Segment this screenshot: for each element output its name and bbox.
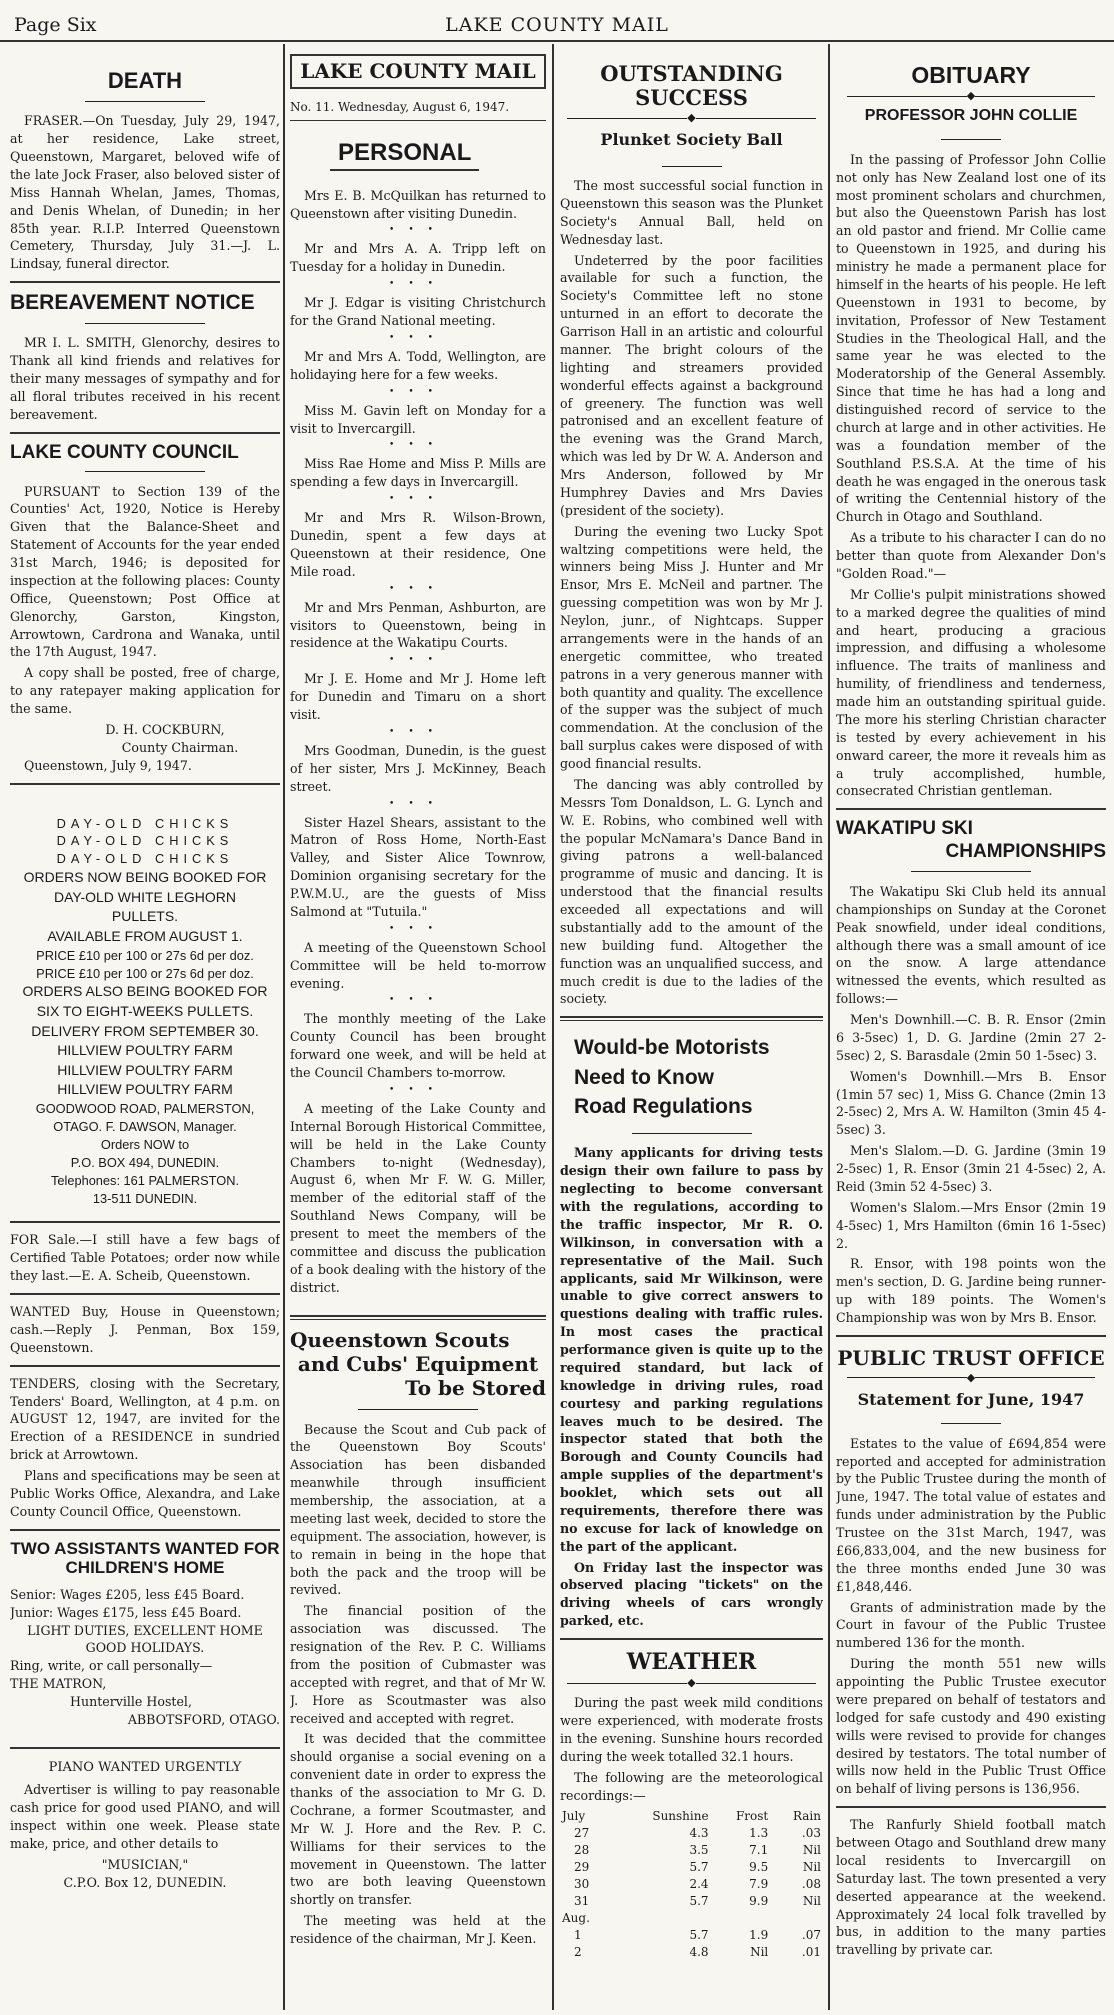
- personal-item: A meeting of the Queenstown School Committee will be held to-morrow evening.: [290, 939, 546, 991]
- obituary-heading: OBITUARY: [911, 62, 1031, 88]
- column-1: DEATH FRASER.—On Tuesday, July 29, 1947, at her residence, Lake street, Queenstown, Margaret, beloved wife of the late Jock Fraser, also beloved sister of Miss Hannah Whelan, James, Thomas, and Denis Whelan, of Dunedin; in her 85th year. R.I.P. Interred Queenstown Cemetery, Thursday, July 31.—J. L. Lindsay, funeral director. BEREAVEMENT NOTICE MR I. L. SMITH, Glenorchy, desires to Thank all kind friends and relatives for their many messages of sympathy and for all floral tributes received in his recent bereavement. LAKE COUNTY COUNCIL PURSUANT to Section 139 of the Counties' Act, 1920, Notice is Hereby Given that the Balance-Sheet and Statement of Accounts for the year ended 31st March, 1946; is deposited for inspection at the following places: County Office, Queenstown; Post Office at Glenorchy, Garston, Kingston, Arrowtown, Cardrona and Wanaka, until the 17th August, 1947. A copy shall be posted, free of charge, to any ratepayer making application for the same. D. H. COCKBURN, County Chairman. Queenstown, July 9, 1947. DAY-OLD CHICKS DAY-OLD CHICKS DAY-OLD CHICKS ORDERS NOW BEING BOOKED FOR DAY-OLD WHITE LEGHORN PULLETS. AVAILABLE FROM AUGUST 1. PRICE £10 per 100 or 27s 6d per doz. PRICE £10 per 100 or 27s 6d per doz. ORDERS ALSO BEING BOOKED FOR SIX TO EIGHT-WEEKS PULLETS. DELIVERY FROM SEPTEMBER 30. HILLVIEW POULTRY FARM HILLVIEW POULTRY FARM HILLVIEW POULTRY FARM GOODWOOD ROAD, PALMERSTON, OTAGO. F. DAWSON, Manager. Orders NOW to P.O. BOX 494, DUNEDIN. Telephones: 161 PALMERSTON. 13-511 DUNEDIN. FOR Sale.—I still have a few bags of Certified Table Potatoes; order now while they last.—E. A. Scheib, Queenstown. WANTED Buy, House in Queenstown; cash.—Reply J. Penman, Box 159, Queenstown. TENDERS, closing with the Secretary, Tenders' Board, Wellington, at 4 p.m. on AUGUST 12, 1947, are invited for the Erection of a RESIDENCE in sundried brick at Arrowtown. Plans and specifications may be seen at Public Works Office, Alexandra, and Lake County Council Office, Queenstown. TWO ASSISTANTS WANTED FOR CHILDREN'S HOME Senior: Wages £205, less £45 Board. Junior: Wages £175, less £45 Board. LIGHT DUTIES, EXCELLENT HOME GOOD HOLIDAYS. Ring, write, or call personally— THE MATRON, Hunterville Hostel, ABBOTSFORD, OTAGO. PIANO WANTED URGENTLY Advertiser is willing to pay reasonable cash price for good used PIANO, and will inspect within one week. Please state make, price, and other details to "MUSICIAN," C.P.O. Box 12, DUNEDIN.: [10, 68, 280, 1890]
- motorists-para-1: Many applicants for driving tests design their own failure to pass by neglecting to become conversant with the regulations, according to the traffic inspector, Mr R. O. Wilkinson, in conversation with a representative of the Mail. Such applicants, said Mr Wilkinson, were unable to give correct answers to questions dealing with traffic rules. In most cases the practical performance given is quite up to the required standard, but lack of knowledge in driving rules, road courtesy and parking regulations leaves much to be desired. The inspector stated that both the Borough and County Councils had ample supplies of the department's booklet, which sets out all requirements, therefore there was no excuse for lack of knowledge on the part of the applicant.: [560, 1145, 823, 1554]
- trust-para-2: Grants of administration made by the Court in favour of the Public Trustee numbered 136 for the month.: [836, 1599, 1106, 1651]
- ball-heading: OUTSTANDING SUCCESS: [600, 61, 783, 111]
- obituary-para-1: In the passing of Professor John Collie not only has New Zealand lost one of its most prominent scholars and churchmen, but also the Queenstown Parish has lost an old pastor and friend. Mr Collie came to Queenstown in 1925, and during his ministry he made a permanent place for himself in the hearts of his people. He left Queenstown in 1931 to become, by invitation, Professor of New Testament Studies in the Theological Hall, and the same year he was elected to the Moderatorship of the General Assembly. Since that time he has had a long and distinguished record of service to the church at large and in other activities. He was a foundation member of the Southland P.S.S.A. At the time of his death he was engaged in the onerous task of writing the Centennial history of the Church in Otago and Southland.: [836, 151, 1106, 525]
- council-signature: D. H. COCKBURN,: [105, 721, 225, 737]
- trust-heading: PUBLIC TRUST OFFICE: [837, 1345, 1105, 1370]
- tenders-notice-2: Plans and specifications may be seen at Public Works Office, Alexandra, and Lake County Council Office, Queenstown.: [10, 1468, 280, 1519]
- issue-line: No. 11. Wednesday, August 6, 1947.: [290, 99, 546, 121]
- column-rule: [828, 44, 830, 2010]
- weather-cell: 28: [574, 1842, 590, 1857]
- weather-cell: .03: [801, 1825, 821, 1840]
- weather-cell: 1: [574, 1927, 582, 1942]
- weather-row: [560, 1825, 823, 1842]
- ball-para-3: During the evening two Lucky Spot waltzing competitions were held, the winners being Miss J. Hunter and Mr Ensor, Mrs E. McNeil and partner. The guessing competition was won by Mr J. Neylon, junr., of Nightcaps. Supper arrangements were in the hands of an energetic committee, who treated patrons in a very generous manner with both quantity and quality. The excellence of the supper was the subject of much commendation. At the conclusion of the ball surplus cakes were disposed of with good financial results.: [560, 523, 823, 771]
- weather-cell: 27: [574, 1825, 590, 1840]
- assistants-junior: Junior: Wages £175, less £45 Board.: [10, 1604, 242, 1620]
- personal-item: A meeting of the Lake County and Internal Borough Historical Committee, will be held in the Lake County Chambers to-night (Wednesday), August 6, when Mr F. W. G. Miller, member of the editorial staff of the Southland News Company, will be present to meet the members of the committee and discuss the publication of a book dealing with the history of the district.: [290, 1100, 546, 1295]
- bereavement-notice: MR I. L. SMITH, Glenorchy, desires to Thank all kind friends and relatives for their many messages of sympathy and for all floral tributes received in his recent bereavement.: [10, 335, 280, 422]
- ball-subheading: Plunket Society Ball: [600, 130, 783, 150]
- weather-cell: 5.7: [689, 1927, 709, 1942]
- council-date: Queenstown, July 9, 1947.: [24, 757, 192, 773]
- personal-item: Mr J. E. Home and Mr J. Home left for Dunedin and Timaru on a short visit.: [290, 671, 546, 722]
- ski-result-1: Men's Downhill.—C. B. R. Ensor (2min 6 3-5sec) 1, D. G. Jardine (2min 27 2-5sec) 2, S. Barasdale (2min 50 1-5sec) 3.: [836, 1012, 1106, 1063]
- ball-para-4: The dancing was ably controlled by Messrs Tom Donaldson, L. G. Lynch and W. E. Robins, who combined well with the popular McNamara's Dance Band in giving patrons a well-balanced programme of music and dancing. It is understood that the financial results exceeded all expectations and will substantially add to the amount of the new building fund. Altogether the function was an unqualified success, and much credit is due to the ladies of the society.: [560, 776, 823, 1007]
- personal-item: Mr and Mrs A. A. Tripp left on Tuesday for a holiday in Dunedin.: [290, 241, 546, 275]
- weather-para-1: During the past week mild conditions were experienced, with moderate frosts in the evening. Sunshine hours recorded during the week totalled 32.1 hours.: [560, 1695, 823, 1764]
- item-divider: •••: [389, 279, 447, 290]
- weather-cell: 9.5: [749, 1859, 769, 1874]
- scouts-para-1: Because the Scout and Cub pack of the Queenstown Boy Scouts' Association has been disbanded meanwhile through insufficient membership, the association, at a meeting last week, decided to store the equipment. The association, however, is to remain in being in the hope that both the pack and the troop will be revived.: [290, 1421, 546, 1598]
- death-notice: FRASER.—On Tuesday, July 29, 1947, at her residence, Lake street, Queenstown, Margaret, beloved wife of the late Jock Fraser, also beloved sister of Miss Hannah Whelan, James, Thomas, and Denis Whelan, of Dunedin; in her 85th year. R.I.P. Interred Queenstown Cemetery, Thursday, July 31.—J. L. Lindsay, funeral director.: [10, 113, 280, 272]
- death-heading: DEATH: [107, 68, 183, 93]
- weather-cell: Nil: [802, 1842, 821, 1857]
- obituary-subheading: PROFESSOR JOHN COLLIE: [864, 107, 1078, 125]
- weather-table: July Sunshine Frost Rain 27 4.3 1.3 .03 28 3.5 7.1 Nil 29 5.7 9.5 Nil 30 2.4 7.9 .08 31 5.7 9.9 Nil Aug. 1 5.7 1.9 .07 2 4.8 Nil .01: [560, 1808, 823, 1961]
- column-rule: [283, 44, 285, 2010]
- assistants-senior: Senior: Wages £205, less £45 Board.: [10, 1586, 245, 1602]
- column-rule: [552, 44, 554, 2010]
- weather-cell: .08: [801, 1876, 821, 1891]
- paper-title: LAKE COUNTY MAIL: [445, 14, 669, 36]
- weather-cell: Nil: [750, 1944, 769, 1959]
- personal-item: Sister Hazel Shears, assistant to the Matron of Ross Home, North-East Valley, and Sister Alice Townrow, Dominion organising secretary for the P.W.M.U., are the guests of Miss Salmond at "Tutuila.": [290, 814, 546, 919]
- chicks-advert: DAY-OLD CHICKS DAY-OLD CHICKS DAY-OLD CHICKS ORDERS NOW BEING BOOKED FOR DAY-OLD WHITE LEGHORN PULLETS. AVAILABLE FROM AUGUST 1. PRICE £10 per 100 or 27s 6d per doz. PRICE £10 per 100 or 27s 6d per doz. ORDERS ALSO BEING BOOKED FOR SIX TO EIGHT-WEEKS PULLETS. DELIVERY FROM SEPTEMBER 30. HILLVIEW POULTRY FARM HILLVIEW POULTRY FARM HILLVIEW POULTRY FARM GOODWOOD ROAD, PALMERSTON, OTAGO. F. DAWSON, Manager. Orders NOW to P.O. BOX 494, DUNEDIN. Telephones: 161 PALMERSTON. 13-511 DUNEDIN.: [22, 815, 268, 1206]
- weather-row: [560, 1893, 823, 1910]
- tenders-notice: TENDERS, closing with the Secretary, Tenders' Board, Wellington, at 4 p.m. on AUGUST 12, 1947, are invited for the Erection of a RESIDENCE in sundried brick at Arrowtown.: [10, 1375, 280, 1463]
- council-notice-2: A copy shall be posted, free of charge, to any ratepayer making application for the same.: [10, 665, 280, 717]
- wanted-notice: WANTED Buy, House in Queenstown; cash.—Reply J. Penman, Box 159, Queenstown.: [10, 1304, 280, 1355]
- trust-para-3: During the month 551 new wills appointing the Public Trustee executor were prepared on behalf of testators and lodged for safe custody and 490 existing wills were revised to provide for changes desired by testators. The total number of wills now held in the Public Trust Office on behalf of living persons is 136,956.: [836, 1656, 1106, 1797]
- bereavement-heading: BEREAVEMENT NOTICE: [10, 291, 255, 315]
- motorists-heading: Would-be Motorists Need to Know Road Regulations: [574, 1036, 770, 1119]
- personal-item: Miss M. Gavin left on Monday for a visit to Invercargill.: [290, 402, 546, 436]
- personal-item: Mr and Mrs A. Todd, Wellington, are holidaying here for a few weeks.: [290, 348, 546, 382]
- obituary-para-3: Mr Collie's pulpit ministrations showed to a marked degree the qualities of mind and heart, producing a gracious impression, and diffusing a wholesome influence. The traits of manliness and humility, of friendliness and tenderness, made him an outstanding spiritual guide. The more his sterling Christian character is tested by every achievement in his onward career, the more it reveals him as a truly accomplished, humble, consecrated Christian gentleman.: [836, 586, 1106, 799]
- weather-cell: .07: [801, 1927, 821, 1942]
- scouts-para-4: The meeting was held at the residence of the chairman, Mr J. Keen.: [290, 1913, 546, 1946]
- personal-heading: PERSONAL: [330, 139, 479, 171]
- weather-cell: 2.4: [689, 1876, 709, 1891]
- personal-item: The monthly meeting of the Lake County Council has been brought forward one week, and will be held at the Council Chambers to-morrow.: [290, 1011, 546, 1080]
- column-4: OBITUARY ◆ PROFESSOR JOHN COLLIE In the passing of Professor John Collie not only has New Zealand lost one of its most prominent scholars and churchmen, but also the Queenstown Parish has lost an old pastor and friend. Mr Collie came to Queenstown in 1925, and during his ministry he made a permanent place for himself in the hearts of his people. He left Queenstown in 1931 to become, by invitation, Professor of New Testament Studies in the Theological Hall, and the same year he was elected to the Moderatorship of the General Assembly. Since that time he has had a long and distinguished record of service to the church at large and in other activities. He was a foundation member of the Southland P.S.S.A. At the time of his death he was engaged in the onerous task of writing the Centennial history of the Church in Otago and Southland. As a tribute to his character I can do no better than quote from Alexander Don's "Golden Road."— Mr Collie's pulpit ministrations showed to a marked degree the qualities of mind and heart, producing a gracious impression, and diffusing a wholesome influence. The traits of manliness and humility, of friendliness and tenderness, made him an outstanding spiritual guide. The more his sterling Christian character is tested by every achievement in his onward career, the more it reveals him as a truly accomplished, humble, consecrated Christian gentleman. WAKATIPU SKI CHAMPIONSHIPS The Wakatipu Ski Club held its annual championships on Sunday at the Coronet Peak snowfield, under ideal conditions, although there was a small amount of ice on the snow. A large attendance witnessed the events, which resulted as follows:— Men's Downhill.—C. B. R. Ensor (2min 6 3-5sec) 1, D. G. Jardine (2min 27 2-5sec) 2, S. Barasdale (2min 50 1-5sec) 3. Women's Downhill.—Mrs B. Ensor (1min 57 sec) 1, Miss G. Chance (2min 13 2-5sec) 2, Mrs A. W. Hamilton (3min 45 4-5sec) 3. Men's Slalom.—D. G. Jardine (3min 19 2-5sec) 1, R. Ensor (3min 21 4-5sec) 2, A. Reid (3min 52 4-5sec) 3. Women's Slalom.—Mrs Ensor (2min 19 4-5sec) 1, Mrs Hamilton (6min 16 1-5sec) 2. R. Ensor, with 198 points won the men's section, D. G. Jardine being runner-up with 189 points. The Women's Championship was won by Mrs B. Ensor. PUBLIC TRUST OFFICE ◆ Statement for June, 1947 Estates to the value of £694,854 were reported and accepted for administration by the Public Trustee during the month of June, 1947. The total value of estates and funds under administration by the Public Trustee on the 31st March, 1947, was £66,833,004, and the new business for the three months ended June 30 was £1,848,446. Grants of administration made by the Court in favour of the Public Trustee numbered 136 for the month. During the month 551 new wills appointing the Public Trustee executor were prepared on behalf of testators and lodged for safe custody and 490 existing wills were revised to provide for changes desired by testators. The total number of wills now held in the Public Trust Office on behalf of living persons is 136,956. The Ranfurly Shield football match between Otago and Southland drew many local residents to Invercargill on Saturday last. The town presented a very deserted appearance at the weekend. Approximately 24 local folk travelled by bus, in addition to the many parties travelling by private car.: [836, 62, 1106, 1958]
- item-divider: •••: [389, 995, 447, 1006]
- personal-item: Miss Rae Home and Miss P. Mills are spending a few days in Invercargill.: [290, 456, 546, 490]
- page-number: Page Six: [14, 14, 97, 36]
- motorists-para-2: On Friday last the inspector was observed placing "tickets" on the driving wheels of cars wrongly parked, etc.: [560, 1559, 823, 1629]
- weather-row: [560, 1927, 823, 1944]
- item-divider: •••: [389, 655, 447, 666]
- obituary-para-2: As a tribute to his character I can do no better than quote from Alexander Don's "Golden Road."—: [836, 530, 1106, 581]
- weather-row: [560, 1944, 823, 1961]
- personal-item: Mr and Mrs Penman, Ashburton, are visitors to Queenstown, being in residence at the Wakatipu Courts.: [290, 599, 546, 651]
- weather-cell: .01: [801, 1944, 821, 1959]
- scouts-para-2: The financial position of the association was discussed. The resignation of the Rev. P. C. Williams from the position of Cubmaster was accepted with regret, and that of Mr W. J. Hore as Scoutmaster was also received and accepted with regret.: [290, 1603, 546, 1726]
- personal-item: Mrs E. B. McQuilkan has returned to Queenstown after visiting Dunedin.: [290, 187, 546, 221]
- weather-cell: 30: [574, 1876, 590, 1891]
- ranfurly-para: The Ranfurly Shield football match between Otago and Southland drew many local residents to Invercargill on Saturday last. The town presented a very deserted appearance at the weekend. Approximately 24 local folk travelled by bus, in addition to the many parties travelling by private car.: [836, 1817, 1106, 1958]
- item-divider: •••: [389, 726, 447, 737]
- trust-subheading: Statement for June, 1947: [857, 1389, 1085, 1409]
- ski-heading: WAKATIPU SKI CHAMPIONSHIPS: [836, 818, 1106, 863]
- scouts-heading: Queenstown Scouts and Cubs' Equipment To be Stored: [290, 1327, 546, 1400]
- item-divider: •••: [389, 332, 447, 343]
- ski-result-4: Women's Slalom.—Mrs Ensor (2min 19 4-5sec) 1, Mrs Hamilton (6min 16 1-5sec) 2.: [836, 1199, 1106, 1251]
- ski-result-3: Men's Slalom.—D. G. Jardine (3min 19 2-5sec) 1, R. Ensor (3min 21 4-5sec) 2, A. Reid (3min 52 4-5sec) 3.: [836, 1143, 1106, 1194]
- for-sale-notice: FOR Sale.—I still have a few bags of Certified Table Potatoes; order now while they last.—E. A. Scheib, Queenstown.: [10, 1232, 280, 1284]
- weather-row: [560, 1842, 823, 1859]
- item-divider: •••: [389, 440, 447, 451]
- mail-banner: LAKE COUNTY MAIL: [290, 54, 546, 89]
- item-divider: •••: [389, 923, 447, 934]
- council-notice: PURSUANT to Section 139 of the Counties' Act, 1920, Notice is Hereby Given that the Balance-Sheet and Statement of Accounts for the year ended 31st March, 1946; is deposited for inspection at the following places: County Office, Queenstown; Post Office at Glenorchy, Garston, Kingston, Arrowtown, Cardrona and Wanaka, until the 17th August, 1947.: [10, 483, 280, 660]
- ski-para-1: The Wakatipu Ski Club held its annual championships on Sunday at the Coronet Peak snowfield, under ideal conditions, although there was a small amount of ice on the snow. A large attendance witnessed the events, which resulted as follows:—: [836, 883, 1106, 1007]
- scouts-para-3: It was decided that the committee should organise a social evening on a convenient date in order to express the thanks of the association to Mr G. D. Cochrane, a former Scoutmaster, and Mr W. J. Hore and the Rev. P. C. Williams for their services to the movement in Queenstown. The latter two are both leaving Queenstown shortly on transfer.: [290, 1731, 546, 1908]
- trust-para-1: Estates to the value of £694,854 were reported and accepted for administration by the Public Trustee during the month of June, 1947. The total value of estates and funds under administration by the Public Trustee on the 31st March, 1947, was £66,833,004, and the new business for the three months ended June 30 was £1,848,446.: [836, 1435, 1106, 1594]
- item-divider: •••: [389, 494, 447, 505]
- council-heading: LAKE COUNTY COUNCIL: [10, 441, 239, 463]
- weather-cell: 4.8: [689, 1944, 709, 1959]
- personal-item: Mr J. Edgar is visiting Christchurch for the Grand National meeting.: [290, 295, 546, 328]
- council-signature-title: County Chairman.: [121, 739, 239, 755]
- weather-heading: WEATHER: [626, 1649, 757, 1676]
- personal-item: Mrs Goodman, Dunedin, is the guest of her sister, Mrs J. McKinney, Beach street.: [290, 742, 546, 794]
- personal-item: Mr and Mrs R. Wilson-Brown, Dunedin, spent a few days at Queenstown at their residence, One Mile road.: [290, 510, 546, 579]
- assistants-heading: TWO ASSISTANTS WANTED FOR CHILDREN'S HOME: [10, 1538, 280, 1578]
- weather-cell: 29: [574, 1859, 590, 1874]
- weather-cell: 7.1: [749, 1842, 769, 1857]
- masthead: [0, 0, 1114, 42]
- ski-para-2: R. Ensor, with 198 points won the men's section, D. G. Jardine being runner-up with 189 points. The Women's Championship was won by Mrs B. Ensor.: [836, 1256, 1106, 1326]
- weather-cell: 1.9: [749, 1927, 769, 1942]
- weather-row: [560, 1859, 823, 1876]
- ski-result-2: Women's Downhill.—Mrs B. Ensor (1min 57 sec) 1, Miss G. Chance (2min 13 2-5sec) 2, Mrs A. W. Hamilton (3min 45 4-5sec) 3.: [836, 1068, 1106, 1138]
- weather-cell: 31: [574, 1893, 590, 1908]
- item-divider: •••: [389, 1084, 447, 1095]
- ball-para-2: Undeterred by the poor facilities available for such a function, the Society's Committee left no stone unturned in an effort to decorate the Garrison Hall in an artistic and colourful manner. The bright colours of the lighting and streamers provided wonderful effects against a background of greenery. The function was well patronised and an excellent feature of the evening was the Grand March, which was led by Dr W. A. Anderson and Mrs Anderson, followed by Mr Humphrey Davies and Mrs Davies (president of the society).: [560, 252, 823, 518]
- weather-para-2: The following are the meteorological recordings:—: [560, 1769, 823, 1803]
- weather-cell: 4.3: [689, 1825, 709, 1840]
- weather-cell: 1.3: [749, 1825, 769, 1840]
- item-divider: •••: [389, 798, 447, 809]
- weather-cell: Nil: [802, 1893, 821, 1908]
- weather-cell: 5.7: [689, 1859, 709, 1874]
- item-divider: •••: [389, 583, 447, 594]
- piano-heading: PIANO WANTED URGENTLY: [48, 1759, 242, 1775]
- item-divider: •••: [389, 225, 447, 236]
- ball-para-1: The most successful social function in Queenstown this season was the Plunket Society's Annual Ball, held on Wednesday last.: [560, 178, 823, 247]
- piano-notice: Advertiser is willing to pay reasonable cash price for good used PIANO, and will inspect within one week. Please state make, price, and other details to: [10, 1782, 280, 1851]
- weather-cell: 7.9: [749, 1876, 769, 1891]
- column-2: [290, 44, 546, 2010]
- weather-cell: 5.7: [689, 1893, 709, 1908]
- weather-cell: 2: [574, 1944, 582, 1959]
- personal-items: [290, 187, 546, 1297]
- column-3: OUTSTANDING SUCCESS ◆ Plunket Society Ball The most successful social function in Queenstown this season was the Plunket Society's Annual Ball, held on Wednesday last. Undeterred by the poor facilities available for such a function, the Society's Committee left no stone unturned in an effort to decorate the Garrison Hall in an artistic and colourful manner. The bright colours of the lighting and streamers provided wonderful effects against a background of greenery. The function was well patronised and an excellent feature of the evening was the Grand March, which was led by Dr W. A. Anderson and Mrs Anderson, followed by Mr Humphrey Davies and Mrs Davies (president of the society). During the evening two Lucky Spot waltzing competitions were held, the winners being Miss J. Hunter and Mr Ensor, Mrs E. McNeil and partner. The guessing competition was won by Mr J. Neylon, junr., of Nightcaps. Supper arrangements were in the hands of an energetic committee, who treated patrons in a very generous manner with both quantity and quality. The excellence of the supper was the subject of much commendation. At the conclusion of the ball surplus cakes were disposed of with good financial results. The dancing was ably controlled by Messrs Tom Donaldson, L. G. Lynch and W. E. Robins, who combined well with the popular McNamara's Dance Band in giving patrons a well-balanced programme of music and dancing. It is understood that the financial results exceeded all expectations and will substantially add to the amount of the new building fund. Altogether the function was an unqualified success, and much credit is due to the ladies of the society. Would-be Motorists Need to Know Road Regulations Many applicants for driving tests design their own failure to pass by neglecting to become conversant with the regulations, according to the traffic inspector, Mr R. O. Wilkinson, in conversation with a representative of the Mail. Such applicants, said Mr Wilkinson, were unable to give correct answers to questions dealing with traffic rules. In most cases the practical performance given is quite up to the required standard, but lack of knowledge in driving rules, road courtesy and parking regulations leaves much to be desired. The inspector stated that both the Borough and County Councils had ample supplies of the department's booklet, which sets out all requirements, therefore there was no excuse for lack of knowledge on the part of the applicant. On Friday last the inspector was observed placing "tickets" on the driving wheels of cars wrongly parked, etc. WEATHER ◆ During the past week mild conditions were experienced, with moderate frosts in the evening. Sunshine hours recorded during the week totalled 32.1 hours. The following are the meteorological recordings:— July Sunshine Frost Rain 27 4.3 1.3 .03 28 3.5 7.1 Nil 29 5.7 9.5 Nil 30 2.4 7.9 .08 31 5.7 9.9 Nil Aug. 1 5.7 1.9 .07 2 4.8 Nil .01: [560, 44, 823, 2010]
- item-divider: •••: [389, 386, 447, 397]
- weather-cell: Nil: [802, 1859, 821, 1874]
- weather-row: [560, 1876, 823, 1893]
- weather-cell: 9.9: [749, 1893, 769, 1908]
- weather-cell: 3.5: [689, 1842, 709, 1857]
